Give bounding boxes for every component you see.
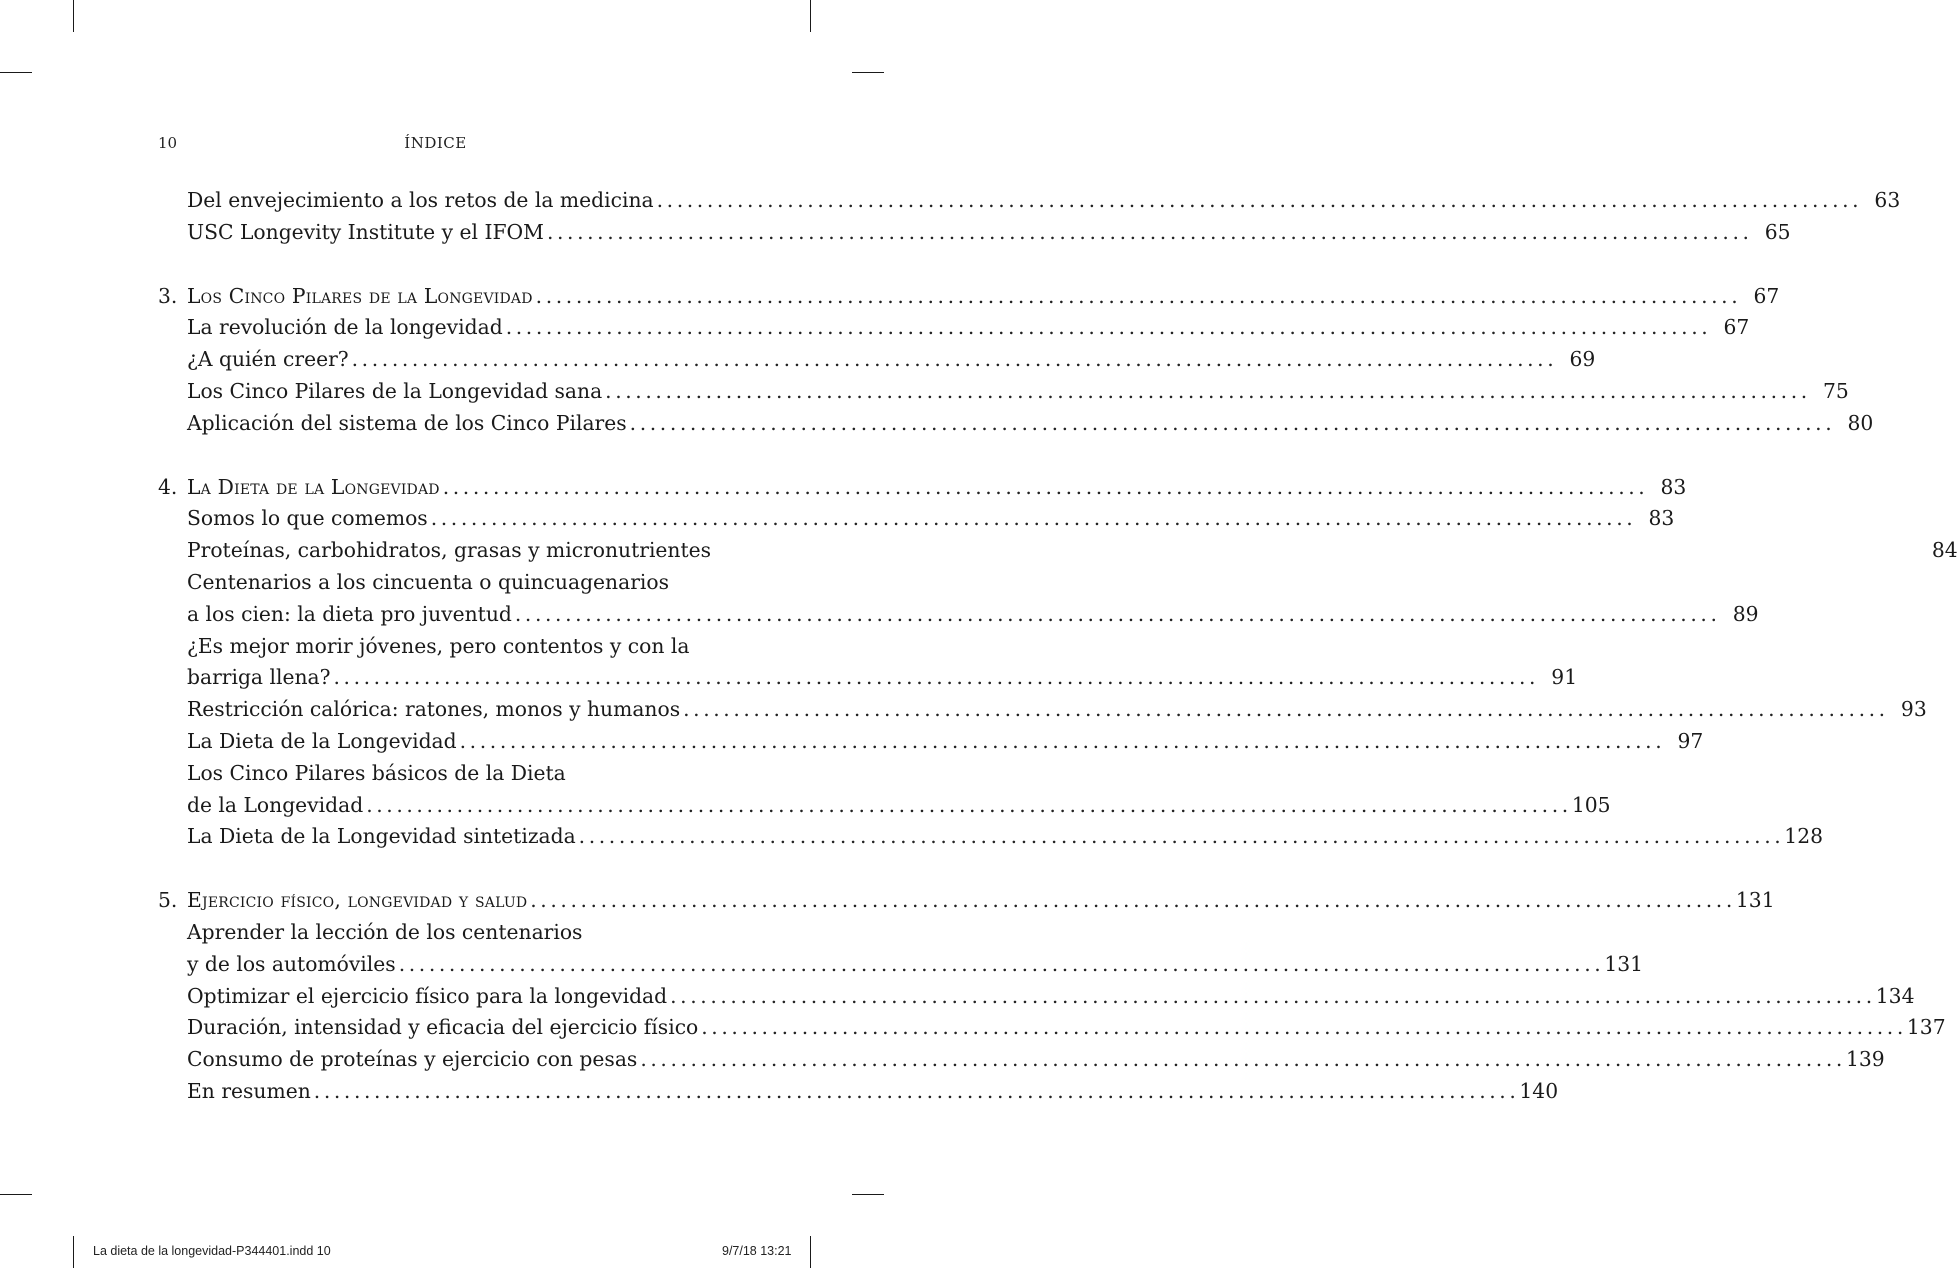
dot-leader: ........................................................................................................................: [430, 506, 1637, 531]
toc-entry: [158, 376, 1849, 408]
entry-page-number: 69: [1569, 347, 1596, 372]
entry-title: La Dieta de la Longevidad sintetizada: [187, 824, 576, 849]
crop-mark-right-top: [852, 72, 884, 73]
entry-page-number: 84: [1931, 538, 1958, 563]
crop-mark-bottom-right: [810, 1236, 811, 1268]
entry-title: Los Cinco Pilares de la Longevidad: [187, 283, 533, 308]
toc-entry: [158, 949, 1644, 981]
entry-title: La Dieta de la Longevidad: [187, 474, 440, 499]
dot-leader: ........................................................................................................................: [640, 1047, 1846, 1072]
dot-leader: ........................................................................................................................: [605, 378, 1811, 403]
entry-title: ¿A quién creer?: [187, 347, 349, 372]
entry-title: Restricción calórica: ratones, monos y humanos: [187, 697, 681, 722]
entry-page-number: 80: [1847, 410, 1874, 435]
toc-entry: [158, 694, 1927, 726]
dot-leader: ........................................................................................................................: [442, 474, 1649, 499]
dot-leader: ........................................................................................................................: [546, 219, 1753, 244]
entry-title: Consumo de proteínas y ejercicio con pesas: [187, 1047, 638, 1072]
entry-page-number: 91: [1551, 665, 1578, 690]
entry-title: Del envejecimiento a los retos de la medicina: [187, 188, 654, 212]
entry-page-number: 105: [1571, 792, 1611, 817]
dot-leader: ........................................................................................................................: [505, 315, 1712, 340]
entry-page-number: 83: [1648, 506, 1675, 531]
dot-leader: ........................................................................................................................: [366, 792, 1572, 817]
dot-leader: ........................................................................................................................: [656, 188, 1863, 212]
entry-title: Duración, intensidad y eficacia del ejercicio físico: [187, 1015, 699, 1040]
toc-chapter-entry: [158, 885, 1775, 917]
dot-leader: ........................................................................................................................: [701, 1015, 1907, 1040]
toc-entry: [158, 758, 714, 790]
entry-page-number: 83: [1660, 474, 1687, 499]
dot-leader: ........................................................................................................................: [459, 728, 1666, 753]
entry-title: Aplicación del sistema de los Cinco Pilares: [187, 410, 627, 435]
toc-entry: [158, 726, 1704, 758]
entry-title: USC Longevity Institute y el IFOM: [187, 219, 544, 244]
entry-page-number: 131: [1604, 951, 1644, 976]
crop-mark-top-right: [810, 0, 811, 32]
entry-page-number: 67: [1723, 315, 1750, 340]
dot-leader: ........................................................................................................................: [578, 824, 1785, 849]
toc-entry: [158, 599, 1759, 631]
toc-entry: [158, 567, 714, 599]
toc-group: [158, 185, 1901, 249]
dot-leader: ........................................................................................................................: [398, 951, 1605, 976]
entry-title: Somos lo que comemos: [187, 506, 428, 531]
entry-title: La revolución de la longevidad: [187, 315, 503, 340]
dot-leader: ........................................................................................................................: [313, 1078, 1520, 1103]
running-head: [158, 134, 713, 154]
chapter-number: 3.: [158, 283, 178, 308]
dot-leader: ........................................................................................................................: [514, 601, 1721, 626]
running-title: ÍNDICE: [404, 134, 467, 152]
chapter-number: 5.: [158, 888, 178, 913]
entry-page-number: 75: [1822, 378, 1849, 403]
dot-leader: ........................................................................................................................: [670, 983, 1876, 1008]
toc-entry: [158, 535, 1958, 567]
toc-entry: [158, 631, 714, 663]
slug-date: 9/7/18 13:21: [722, 1244, 792, 1258]
entry-title: Los Cinco Pilares básicos de la Dieta: [187, 760, 566, 785]
toc-entry: [158, 344, 1596, 376]
entry-page-number: 137: [1906, 1015, 1946, 1040]
crop-mark-bottom-left: [73, 1236, 74, 1268]
entry-title: barriga llena?: [187, 665, 331, 690]
dot-leader: ........................................................................................................................: [530, 888, 1736, 913]
dot-leader: ........................................................................................................................: [683, 697, 1889, 722]
entry-title: Centenarios a los cincuenta o quincuagenarios: [187, 569, 670, 594]
entry-title: ¿Es mejor morir jóvenes, pero contentos y con la: [187, 633, 690, 658]
entry-page-number: 63: [1874, 188, 1901, 212]
crop-mark-left-top: [0, 72, 32, 73]
entry-page-number: 128: [1784, 824, 1824, 849]
toc-entry: [158, 408, 1874, 440]
entry-title: a los cien: la dieta pro juventud: [187, 601, 512, 626]
entry-title: Aprender la lección de los centenarios: [187, 919, 583, 944]
entry-page-number: 139: [1845, 1047, 1885, 1072]
toc-entry: [158, 662, 1578, 694]
toc-entry: [158, 981, 1915, 1013]
entry-title: La Dieta de la Longevidad: [187, 728, 457, 753]
entry-title: Los Cinco Pilares de la Longevidad sana: [187, 378, 603, 403]
crop-mark-left-bottom: [0, 1194, 32, 1195]
toc-chapter-entry: [158, 472, 1687, 504]
toc-entry: [158, 503, 1675, 535]
toc-entry: [158, 1012, 1946, 1044]
entry-page-number: 131: [1735, 888, 1775, 913]
entry-title: Proteínas, carbohidratos, grasas y micronutrientes: [187, 538, 712, 563]
toc-group: [158, 885, 1946, 1108]
entry-page-number: 67: [1753, 283, 1780, 308]
toc-group: [158, 472, 1958, 854]
entry-page-number: 134: [1875, 983, 1915, 1008]
entry-page-number: 89: [1732, 601, 1759, 626]
dot-leader: ........................................................................................................................: [351, 347, 1558, 372]
dot-leader: ........................................................................................................................: [629, 410, 1836, 435]
toc-entry: [158, 917, 714, 949]
toc-entry: [158, 1076, 1559, 1108]
entry-page-number: 65: [1764, 219, 1791, 244]
toc-entry: [158, 312, 1750, 344]
entry-page-number: 140: [1519, 1078, 1559, 1103]
entry-title: Optimizar el ejercicio físico para la longevidad: [187, 983, 668, 1008]
chapter-number: 4.: [158, 474, 178, 499]
crop-mark-right-bottom: [852, 1194, 884, 1195]
toc-entry: [158, 790, 1611, 822]
table-of-contents: [158, 185, 1958, 1108]
entry-title: y de los automóviles: [187, 951, 396, 976]
entry-title: En resumen: [187, 1078, 311, 1103]
entry-page-number: 97: [1677, 728, 1704, 753]
dot-leader: ........................................................................................................................: [333, 665, 1540, 690]
toc-entry: [158, 821, 1824, 853]
toc-entry: [158, 185, 1901, 217]
slug-file-info: La dieta de la longevidad-P344401.indd 10: [93, 1244, 331, 1258]
entry-title: de la Longevidad: [187, 792, 364, 817]
toc-entry: [158, 1044, 1885, 1076]
entry-page-number: 93: [1900, 697, 1927, 722]
toc-group: [158, 281, 1874, 440]
toc-chapter-entry: [158, 281, 1780, 313]
crop-mark-top-left: [73, 0, 74, 32]
toc-entry: [158, 217, 1791, 249]
page-number: 10: [158, 134, 178, 152]
dot-leader: ........................................................................................................................: [535, 283, 1742, 308]
entry-title: Ejercicio físico, longevidad y salud: [187, 888, 528, 913]
